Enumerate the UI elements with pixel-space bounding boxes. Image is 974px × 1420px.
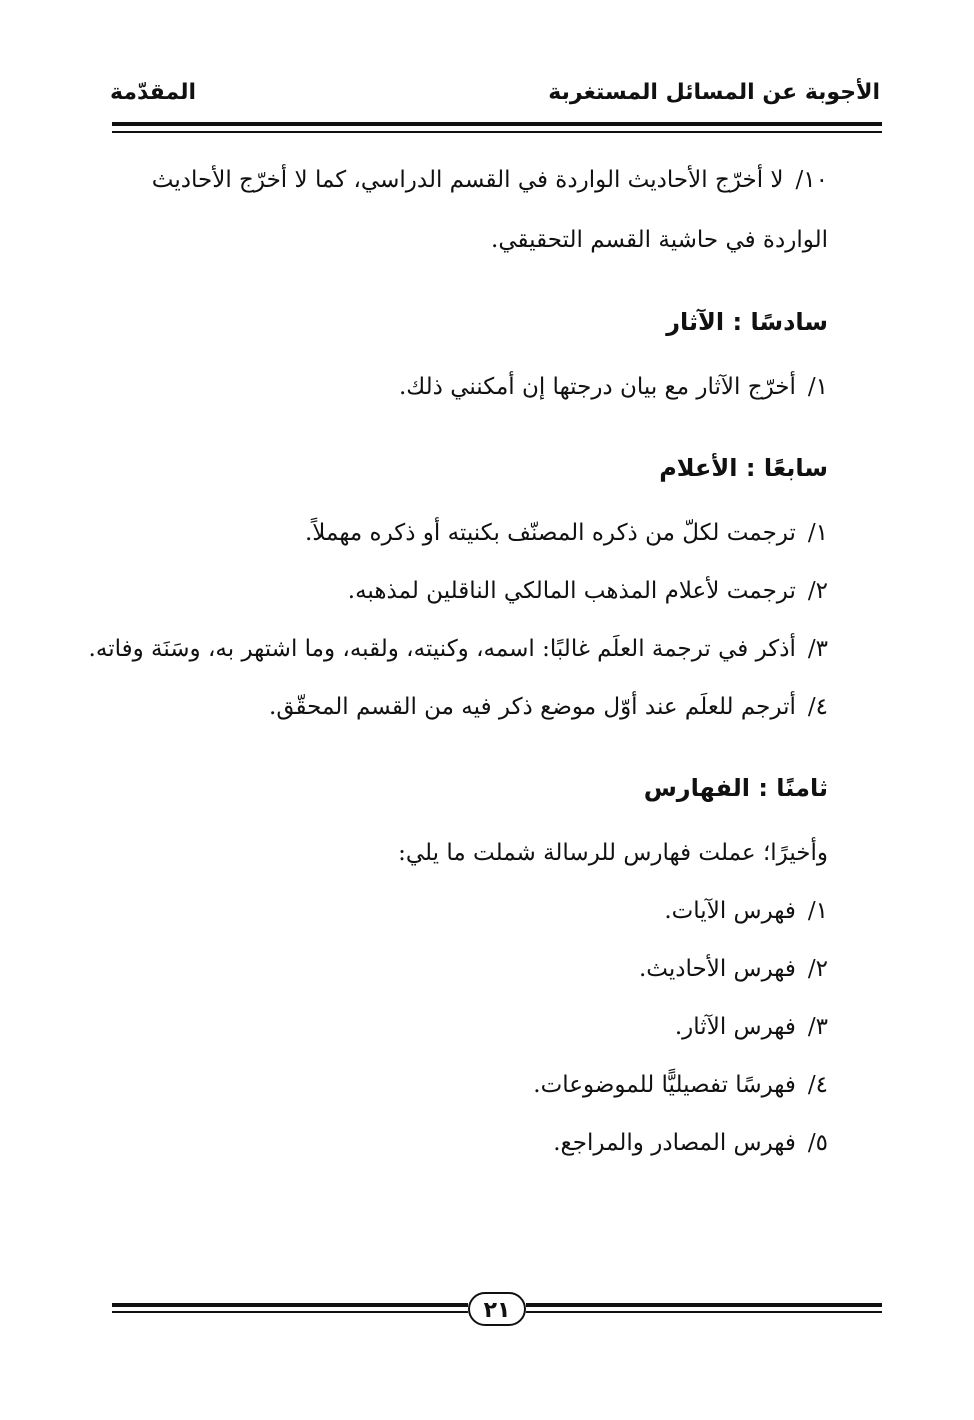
item-text: ترجمت لكلّ من ذكره المصنّف بكنيته أو ذكره مهملاً. [304, 520, 796, 546]
item-text: أذكر في ترجمة العلَم غالبًا: اسمه، وكنيته، ولقبه، وما اشتهر به، وسَنَة وفاته. [88, 636, 796, 662]
intro-paragraph [112, 150, 828, 270]
item-number: ١/ [807, 520, 828, 546]
footer-rule-thick [112, 1303, 468, 1307]
footer-rule-left [112, 1303, 468, 1315]
item-text: فهرس الآثار. [674, 1014, 796, 1040]
section-heading-alam: سابعًا : الأعلام [659, 454, 828, 482]
item-text: فهرس الأحاديث. [638, 956, 796, 982]
list-item [112, 882, 828, 940]
item-number: ٢/ [807, 956, 828, 982]
item-number: ٢/ [807, 578, 828, 604]
item-number: ٤/ [807, 1072, 828, 1098]
list-item [112, 358, 828, 416]
item-text: ترجمت لأعلام المذهب المالكي الناقلين لمذهبه. [347, 578, 796, 604]
header-rule [112, 122, 882, 135]
item-text: لا أخرّج الأحاديث الواردة في القسم الدراسي، كما لا أخرّج الأحاديث الواردة في حاشية القسم التحقيقي. [151, 167, 828, 253]
list-item [112, 1056, 828, 1114]
book-title: الأجوبة عن المسائل المستغربة [548, 80, 880, 105]
footer-rule-thin [526, 1311, 882, 1313]
section-heading-fahares: ثامنًا : الفهارس [643, 774, 828, 802]
header-rule-thick [112, 122, 882, 126]
item-text: فهرس المصادر والمراجع. [553, 1130, 796, 1156]
section-heading-athar: سادسًا : الآثار [666, 308, 828, 336]
page-footer [112, 1288, 882, 1332]
item-number: ٥/ [807, 1130, 828, 1156]
item-text: أخرّج الآثار مع بيان درجتها إن أمكنني ذلك. [398, 374, 796, 400]
section-intro: وأخيرًا؛ عملت فهارس للرسالة شملت ما يلي: [398, 840, 828, 866]
page-number: ٢١ [468, 1292, 526, 1326]
header-rule-thin [112, 131, 882, 133]
item-number: ١٠/ [795, 167, 828, 193]
list-item [112, 562, 828, 620]
footer-rule-thin [112, 1311, 468, 1313]
item-number: ١/ [807, 374, 828, 400]
item-number: ٤/ [807, 694, 828, 720]
item-text: فهرس الآيات. [664, 898, 796, 924]
list-item [88, 620, 828, 678]
item-number: ١/ [807, 898, 828, 924]
item-number: ٣/ [807, 636, 828, 662]
list-item [112, 1114, 828, 1172]
item-text: أترجم للعلَم عند أوّل موضع ذكر فيه من القسم المحقّق. [269, 694, 796, 720]
list-item [112, 504, 828, 562]
list-item [112, 998, 828, 1056]
footer-rule-right [526, 1303, 882, 1315]
item-number: ٣/ [807, 1014, 828, 1040]
item-text: فهرسًا تفصيليًّا للموضوعات. [533, 1072, 796, 1098]
footer-rule-thick [526, 1303, 882, 1307]
page-header [110, 78, 880, 118]
list-item [112, 940, 828, 998]
chapter-title: المقدّمة [110, 80, 197, 105]
list-item [112, 678, 828, 736]
page-body [88, 150, 828, 1172]
